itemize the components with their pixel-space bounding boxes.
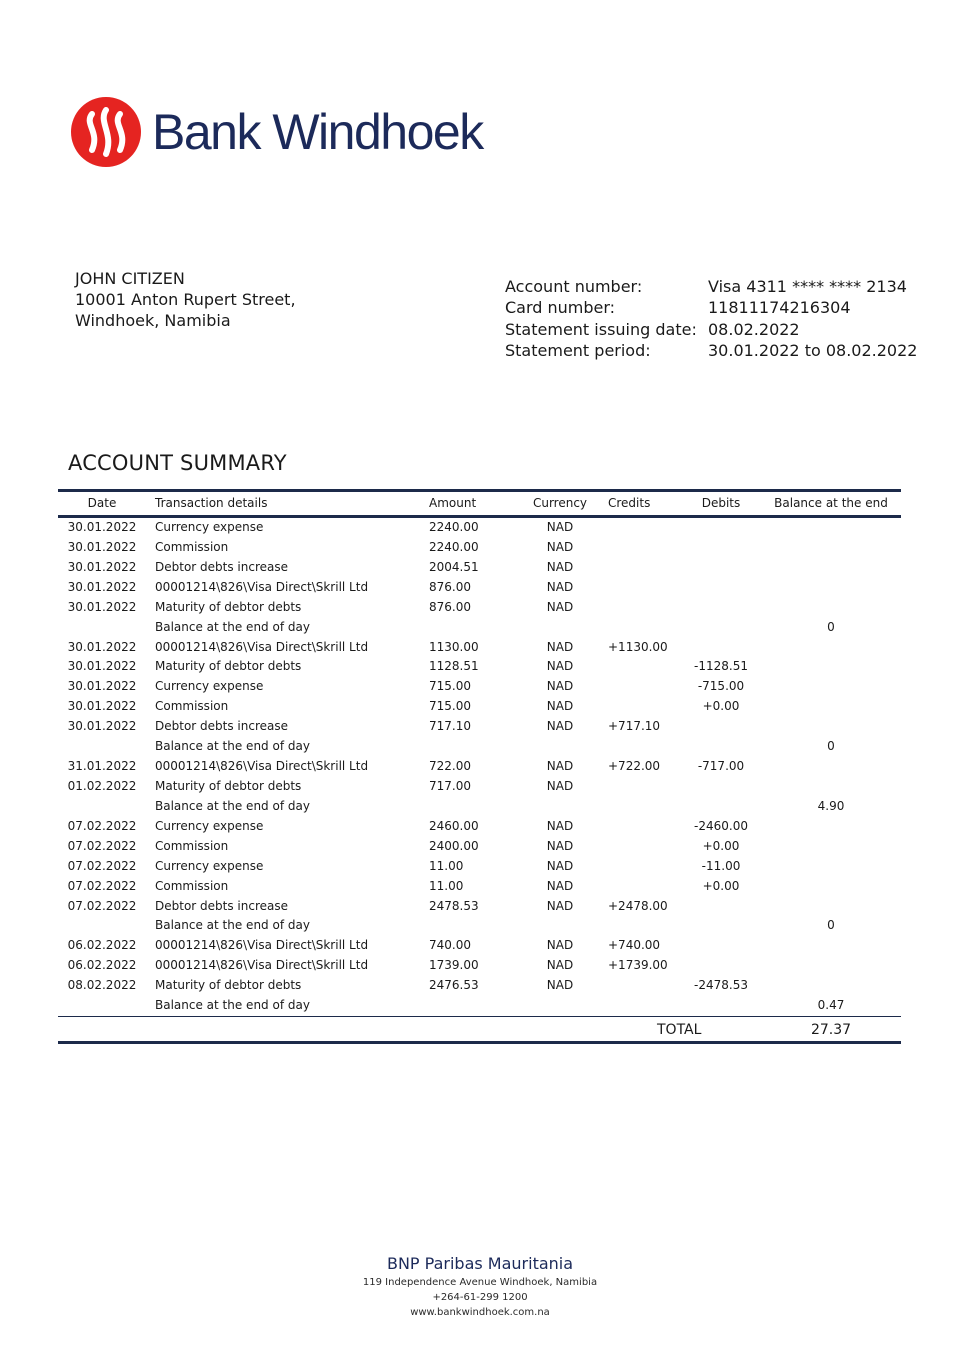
cell-amount: 11.00 [429,878,464,893]
cell-date: 30.01.2022 [67,559,137,574]
table-row [58,757,901,777]
cell-amount: 715.00 [429,679,471,694]
cell-currency: NAD [546,778,574,793]
table-header [58,489,901,518]
cell-amount: 2400.00 [429,838,479,853]
cell-date: 07.02.2022 [67,818,137,833]
cell-currency: NAD [546,759,574,774]
cell-date: 30.01.2022 [67,659,137,674]
table-row [58,638,901,658]
statement-period-row [505,340,917,361]
cell-credits: +722.00 [608,759,661,774]
cell-debits: +0.00 [702,699,740,714]
cell-currency: NAD [546,958,574,973]
cell-currency: NAD [546,878,574,893]
cell-details: 00001214\826\Visa Direct\Skrill Ltd [155,579,369,594]
footer-company: BNP Paribas Mauritania [386,1254,574,1273]
cell-amount: 876.00 [429,579,471,594]
table-row [58,857,901,877]
cell-currency: NAD [546,858,574,873]
table-row [58,916,901,936]
table-row [58,956,901,976]
cell-date: 08.02.2022 [67,978,137,993]
account-number-value: Visa 4311 **** **** 2134 [708,277,907,296]
cell-details: Maturity of debtor debts [155,659,302,674]
cell-currency: NAD [546,559,574,574]
cell-details: Debtor debts increase [155,719,289,734]
cell-details: Commission [155,539,229,554]
table-row [58,657,901,677]
cell-details: Balance at the end of day [155,619,310,634]
customer-address [75,268,296,331]
cell-debits: -2460.00 [694,818,748,833]
cell-details: Balance at the end of day [155,798,310,813]
table-row [58,518,901,538]
cell-amount: 2004.51 [429,559,479,574]
table-row [58,837,901,857]
cell-debits: -11.00 [701,858,741,873]
cell-currency: NAD [546,719,574,734]
cell-balance: 0 [827,619,835,634]
table-row [58,737,901,757]
account-number-label: Account number: [505,277,643,296]
cell-date: 30.01.2022 [67,520,137,534]
cell-details: Maturity of debtor debts [155,978,302,993]
cell-details: 00001214\826\Visa Direct\Skrill Ltd [155,639,369,654]
cell-details: 00001214\826\Visa Direct\Skrill Ltd [155,759,369,774]
cell-details: Commission [155,699,229,714]
cell-debits: -1128.51 [694,659,748,674]
issuing-date-value: 08.02.2022 [708,319,800,339]
cell-balance: 4.90 [817,798,845,813]
cell-details: Balance at the end of day [155,998,310,1013]
cell-date: 30.01.2022 [67,579,137,594]
cell-date: 07.02.2022 [67,858,137,873]
cell-debits: -717.00 [697,759,745,774]
cell-currency: NAD [546,659,574,674]
cell-credits: +717.10 [608,719,661,734]
cell-amount: 717.10 [429,719,471,734]
table-row [58,578,901,598]
cell-date: 30.01.2022 [67,639,137,654]
table-row [58,717,901,737]
cell-currency: NAD [546,838,574,853]
cell-currency: NAD [546,938,574,953]
cell-currency: NAD [546,520,574,534]
cell-credits: +2478.00 [608,898,668,913]
cell-amount: 1739.00 [429,958,479,973]
cell-amount: 2460.00 [429,818,479,833]
cell-currency: NAD [546,898,574,913]
cell-currency: NAD [546,599,574,614]
customer-name: JOHN CITIZEN [75,269,185,288]
cell-details: 00001214\826\Visa Direct\Skrill Ltd [155,958,369,973]
cell-details: 00001214\826\Visa Direct\Skrill Ltd [155,938,369,953]
table-row [58,598,901,618]
card-number-label: Card number: [505,298,616,318]
cell-debits: +0.00 [702,838,740,853]
cell-balance: 0 [827,918,835,933]
table-row [58,558,901,578]
issuing-date-row [505,319,917,340]
cell-credits: +1130.00 [608,639,668,654]
cell-date: 30.01.2022 [67,679,137,694]
cell-details: Maturity of debtor debts [155,778,302,793]
brand-name: Bank Windhoek [152,104,483,160]
card-number-value: 11811174216304 [708,298,851,318]
cell-details: Commission [155,878,229,893]
table-row [58,777,901,797]
cell-details: Currency expense [155,858,264,873]
table-row [58,996,901,1016]
cell-amount: 11.00 [429,858,464,873]
cell-details: Balance at the end of day [155,739,310,754]
header-currency: Currency [532,496,588,510]
cell-amount: 717.00 [429,778,471,793]
cell-currency: NAD [546,579,574,594]
footer-phone: +264-61-299 1200 [432,1292,528,1303]
transactions-table [58,489,901,1044]
bank-logo [70,96,483,168]
table-row [58,618,901,638]
cell-details: Commission [155,838,229,853]
cell-currency: NAD [546,699,574,714]
cell-date: 07.02.2022 [67,898,137,913]
header-credits: Credits [608,496,651,510]
cell-date: 30.01.2022 [67,719,137,734]
cell-amount: 2478.53 [429,898,479,913]
table-total [58,1019,901,1044]
table-row [58,797,901,817]
address-line-2: Windhoek, Namibia [75,311,231,330]
table-row [58,936,901,956]
statement-period-label: Statement period: [505,340,651,360]
table-row [58,538,901,558]
table-row [58,697,901,717]
cell-date: 01.02.2022 [67,778,137,793]
table-row [58,877,901,897]
footer [0,1253,960,1320]
cell-credits: +740.00 [608,938,661,953]
cell-date: 06.02.2022 [67,958,137,973]
cell-debits: -715.00 [697,679,745,694]
account-details [505,276,917,361]
cell-details: Currency expense [155,520,264,534]
cell-amount: 2476.53 [429,978,479,993]
cell-balance: 0 [827,739,835,754]
cell-amount: 2240.00 [429,520,479,534]
cell-amount: 715.00 [429,699,471,714]
cell-details: Debtor debts increase [155,898,289,913]
account-summary-title: ACCOUNT SUMMARY [68,451,287,475]
cell-currency: NAD [546,818,574,833]
header-balance: Balance at the end [774,496,888,510]
cell-credits: +1739.00 [608,958,668,973]
header-debits: Debits [701,496,741,510]
table-row [58,817,901,837]
cell-date: 30.01.2022 [67,539,137,554]
cell-details: Debtor debts increase [155,559,289,574]
cell-balance: 0.47 [817,998,845,1013]
cell-details: Currency expense [155,818,264,833]
header-amount: Amount [429,496,477,510]
cell-date: 31.01.2022 [67,759,137,774]
cell-details: Currency expense [155,679,264,694]
table-body [58,518,901,1017]
cell-currency: NAD [546,978,574,993]
cell-currency: NAD [546,639,574,654]
footer-website[interactable]: www.bankwindhoek.com.na [410,1307,550,1318]
cell-date: 30.01.2022 [67,599,137,614]
account-number-row [505,276,917,297]
header-details: Transaction details [155,496,268,510]
cell-date: 07.02.2022 [67,838,137,853]
footer-address: 119 Independence Avenue Windhoek, Namibia [362,1277,598,1288]
cell-amount: 2240.00 [429,539,479,554]
cell-date: 30.01.2022 [67,699,137,714]
table-row [58,677,901,697]
cell-debits: -2478.53 [694,978,748,993]
total-label: TOTAL [657,1022,702,1039]
cell-amount: 740.00 [429,938,471,953]
cell-amount: 722.00 [429,759,471,774]
cell-details: Maturity of debtor debts [155,599,302,614]
card-number-row [505,297,917,318]
address-line-1: 10001 Anton Rupert Street, [75,290,296,309]
cell-amount: 1130.00 [429,639,479,654]
issuing-date-label: Statement issuing date: [505,319,697,339]
header-date: Date [87,496,117,510]
cell-debits: +0.00 [702,878,740,893]
cell-currency: NAD [546,679,574,694]
cell-currency: NAD [546,539,574,554]
cell-details: Balance at the end of day [155,918,310,933]
statement-period-value: 30.01.2022 to 08.02.2022 [708,340,918,360]
table-row [58,976,901,996]
total-value: 27.37 [810,1022,852,1039]
cell-amount: 1128.51 [429,659,479,674]
cell-date: 07.02.2022 [67,878,137,893]
cell-date: 06.02.2022 [67,938,137,953]
table-row [58,897,901,917]
cell-amount: 876.00 [429,599,471,614]
bank-windhoek-logo-icon [70,96,142,168]
